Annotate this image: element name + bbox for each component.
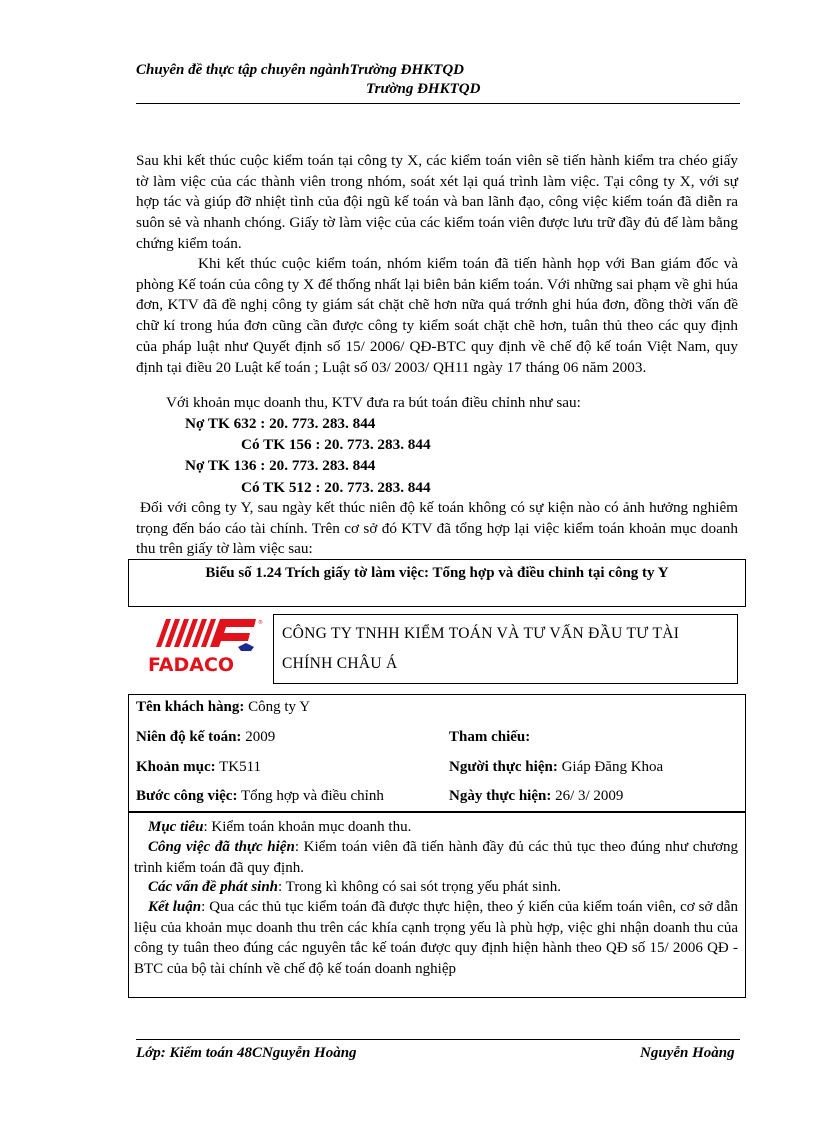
issues-label: Các vấn đề phát sinh <box>148 879 279 895</box>
client-label: Tên khách hàng: <box>136 699 245 715</box>
entry-3: Nợ TK 136 : 20. 773. 283. 844 <box>185 457 376 474</box>
client-value: Công ty Y <box>248 699 311 715</box>
paragraph-2: Khi kết thúc cuộc kiểm toán, nhóm kiểm toán đã tiến hành họp với Ban giám đốc và phòng Kế toán của công ty X để thống nhất lại biên bản kiểm toán. Với những sai phạm về ghi húa đơn, KTV đã đề nghị công ty giám sát chặt chẽ hơn nữa quá trớnh ghi húa đơn, đồng thời vấn đề chữ kí trong húa đơn cũng cần được công ty kiểm soát chặt chẽ hơn, tuân thủ theo các quy định của pháp luật như Quyết định số 15/ 2006/ QĐ-BTC quy định về chế độ kế toán Việt Nam, quy định tại điều 20 Luật kế toán ; Luật số 03/ 2003/ QH11 ngày 17 tháng 06 năm 2003. <box>136 255 738 376</box>
company-name-box <box>273 614 738 684</box>
header-line-1: Chuyên đề thực tập chuyên ngànhTrường ĐHKTQD <box>136 62 465 78</box>
objective-line <box>134 817 738 838</box>
date-label: Ngày thực hiện: <box>449 788 552 804</box>
work-text: : Kiểm toán viên đã tiến hành đầy đủ các thủ tục theo đúng như chương trình kiểm toán đã quy định. <box>134 839 739 876</box>
issues-text: : Trong kì không có sai sót trọng yếu phát sinh. <box>278 879 561 895</box>
paragraph-4: Đối với công ty Y, sau ngày kết thúc niên độ kế toán không có sự kiện nào có ảnh hưởng nghiêm trọng đến báo cáo tài chính. Trên cơ sở đó KTV đã tổng hợp lại việc kiểm toán khoản mục doanh thu trên giấy tờ làm việc sau: <box>136 499 738 558</box>
item-label: Khoản mục: <box>136 759 216 775</box>
entry-1: Nợ TK 632 : 20. 773. 283. 844 <box>185 415 376 432</box>
period-value: 2009 <box>245 729 276 745</box>
schedule-title: Biểu số 1.24 Trích giấy tờ làm việc: Tổng hợp và điều chỉnh tại công ty Y <box>205 565 669 581</box>
conclusion-text: : Qua các thủ tục kiểm toán đã được thực hiện, theo ý kiến của kiểm toán viên, cơ sở dẫn liệu của khoản mục doanh thu trên các khía cạnh trọng yếu là phù hợp, việc ghi nhận doanh thu của công ty tuân theo đúng các nguyên tắc kế toán được quy định hiện hành theo QĐ số 15/ 2006 QĐ - BTC của bộ tài chính về chế độ kế toán doanh nghiệp <box>134 899 738 977</box>
preparer-value: Giáp Đăng Khoa <box>561 759 664 775</box>
date-field <box>449 788 623 805</box>
period-field <box>136 729 275 746</box>
step-label: Bước công việc: <box>136 788 238 804</box>
footer-right: Nguyễn Hoàng <box>640 1045 735 1061</box>
item-field <box>136 759 261 776</box>
schedule-title-box <box>128 559 746 607</box>
preparer-field <box>449 759 663 776</box>
date-value: 26/ 3/ 2009 <box>555 788 624 804</box>
company-logo <box>146 617 262 679</box>
work-line <box>134 837 738 878</box>
period-label: Niên độ kế toán: <box>136 729 242 745</box>
paragraph-1: Sau khi kết thúc cuộc kiểm toán tại công ty X, các kiểm toán viên sẽ tiến hành kiểm tra chéo giấy tờ làm việc của các thành viên trong nhóm, soát xét lại quá trình làm việc. Tại công ty X, với sự hợp tác và giúp đỡ nhiệt tình của đội ngũ kế toán và ban lãnh đạo, công việc kiểm toán đã diễn ra suôn sẻ và nhanh chóng. Giấy tờ làm việc của các kiểm toán viên được lưu trữ đầy đủ để làm bằng chứng kiểm toán. <box>136 152 738 252</box>
ref-label: Tham chiếu: <box>449 729 531 745</box>
company-name-line-2: CHÍNH CHÂU Á <box>282 655 398 672</box>
objective-label: Mục tiêu <box>148 819 204 835</box>
company-name-line-1: CÔNG TY TNHH KIỂM TOÁN VÀ TƯ VẤN ĐẦU TƯ TÀI <box>282 625 680 642</box>
entry-4: Có TK 512 : 20. 773. 283. 844 <box>241 479 431 496</box>
header-line-2: Trường ĐHKTQD <box>366 81 481 97</box>
objective-text: : Kiểm toán khoản mục doanh thu. <box>203 819 412 835</box>
preparer-label: Người thực hiện: <box>449 759 558 775</box>
entry-2: Có TK 156 : 20. 773. 283. 844 <box>241 436 431 453</box>
work-label: Công việc đã thực hiện <box>148 839 295 855</box>
paragraph-3: Với khoản mục doanh thu, KTV đưa ra bút toán điều chỉnh như sau: <box>166 394 581 411</box>
step-field <box>136 788 384 805</box>
svg-text:®: ® <box>258 620 263 626</box>
footer-rule <box>136 1039 740 1040</box>
logo-text: FADACO <box>148 654 235 676</box>
header-rule <box>136 103 740 104</box>
conclusion-label: Kết luận <box>148 899 202 915</box>
ref-field <box>449 729 530 746</box>
footer-left: Lớp: Kiểm toán 48CNguyễn Hoàng <box>136 1045 357 1061</box>
client-field <box>136 699 310 716</box>
step-value: Tổng hợp và điều chỉnh <box>240 788 384 804</box>
item-value: TK511 <box>219 759 262 775</box>
issues-line <box>134 877 738 898</box>
conclusion-line <box>134 897 738 979</box>
